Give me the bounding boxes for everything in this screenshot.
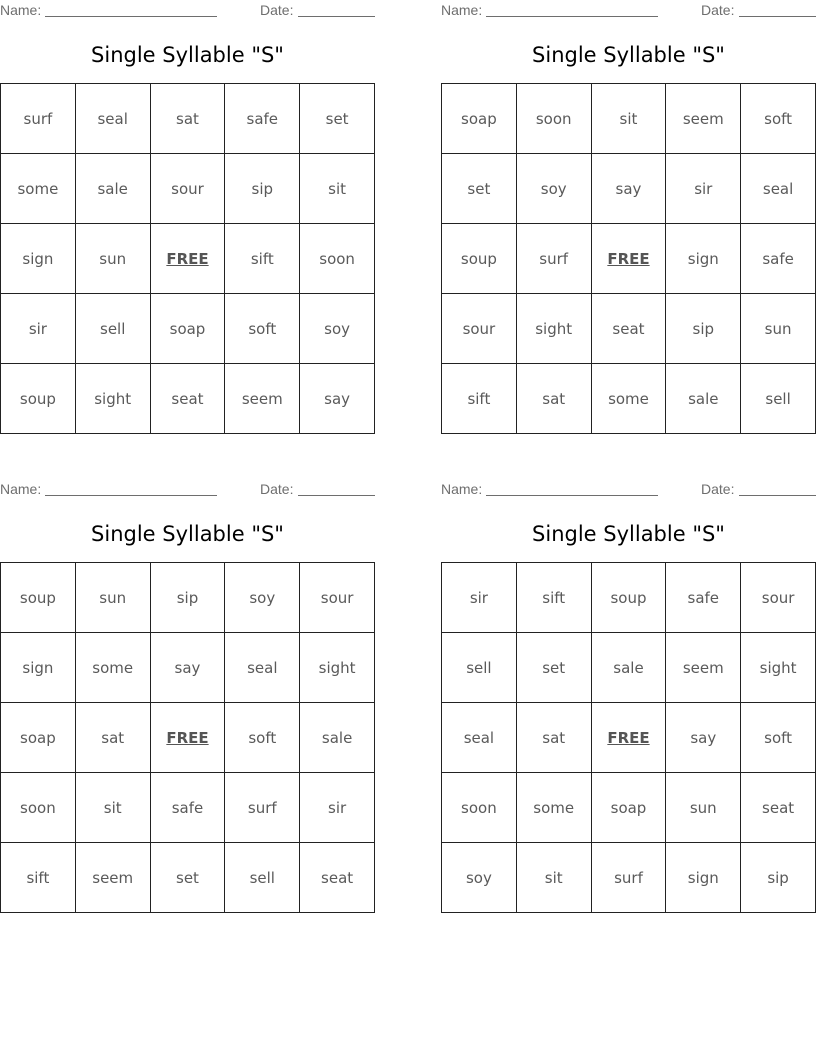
bingo-card-2: [441, 0, 816, 435]
bingo-cell: seal: [225, 633, 300, 703]
date-label: Date:: [260, 2, 294, 18]
bingo-cell: soy: [517, 154, 592, 224]
name-label: Name:: [0, 2, 42, 18]
bingo-cell: sun: [666, 773, 741, 843]
name-line: [486, 495, 658, 496]
bingo-cell: sir: [300, 773, 375, 843]
bingo-cell: sell: [76, 294, 151, 364]
bingo-cell: soup: [1, 364, 76, 434]
bingo-card-1: [0, 0, 375, 435]
bingo-cell: sun: [76, 224, 151, 294]
bingo-cell: soft: [225, 294, 300, 364]
bingo-cell: set: [300, 84, 375, 154]
free-space: FREE: [592, 224, 667, 294]
bingo-cell: sour: [151, 154, 226, 224]
name-line: [45, 16, 217, 17]
bingo-cell: sit: [300, 154, 375, 224]
bingo-cell: safe: [666, 563, 741, 633]
free-space: FREE: [151, 224, 226, 294]
bingo-grid: [0, 562, 375, 913]
bingo-cell: safe: [225, 84, 300, 154]
bingo-cell: seat: [592, 294, 667, 364]
bingo-cell: soon: [300, 224, 375, 294]
bingo-cell: soap: [151, 294, 226, 364]
bingo-cell: sale: [666, 364, 741, 434]
bingo-cell: soap: [1, 703, 76, 773]
bingo-grid: [0, 83, 375, 434]
bingo-cell: sift: [225, 224, 300, 294]
bingo-cell: seat: [741, 773, 816, 843]
card-title: Single Syllable "S": [91, 43, 284, 67]
bingo-card-3: [0, 479, 375, 914]
bingo-cell: sour: [741, 563, 816, 633]
bingo-cell: sun: [741, 294, 816, 364]
card-header: [0, 481, 375, 499]
date-line: [298, 495, 375, 496]
card-title: Single Syllable "S": [532, 43, 725, 67]
bingo-grid: [441, 562, 816, 913]
bingo-cell: soap: [442, 84, 517, 154]
bingo-cell: sign: [666, 843, 741, 913]
name-label: Name:: [441, 481, 483, 497]
bingo-cell: soft: [741, 703, 816, 773]
bingo-cell: sale: [76, 154, 151, 224]
bingo-cell: sat: [151, 84, 226, 154]
bingo-cell: seem: [666, 633, 741, 703]
name-line: [486, 16, 658, 17]
bingo-cell: soup: [592, 563, 667, 633]
bingo-cell: some: [1, 154, 76, 224]
bingo-cell: sift: [1, 843, 76, 913]
bingo-cell: sell: [225, 843, 300, 913]
bingo-cell: sat: [76, 703, 151, 773]
bingo-cell: soon: [517, 84, 592, 154]
bingo-cell: sip: [666, 294, 741, 364]
bingo-cell: sun: [76, 563, 151, 633]
bingo-card-4: [441, 479, 816, 914]
card-title: Single Syllable "S": [91, 522, 284, 546]
bingo-cell: sip: [741, 843, 816, 913]
bingo-cell: sign: [1, 224, 76, 294]
bingo-cell: set: [151, 843, 226, 913]
bingo-cell: soap: [592, 773, 667, 843]
bingo-cell: surf: [1, 84, 76, 154]
date-line: [739, 495, 816, 496]
bingo-cell: sight: [76, 364, 151, 434]
bingo-cell: sat: [517, 364, 592, 434]
bingo-cell: sight: [300, 633, 375, 703]
bingo-cell: sight: [517, 294, 592, 364]
bingo-cell: sign: [666, 224, 741, 294]
card-title: Single Syllable "S": [532, 522, 725, 546]
bingo-cell: soy: [300, 294, 375, 364]
bingo-cell: say: [300, 364, 375, 434]
bingo-cell: sir: [1, 294, 76, 364]
bingo-cell: soon: [442, 773, 517, 843]
bingo-cell: sir: [442, 563, 517, 633]
bingo-cell: sale: [300, 703, 375, 773]
bingo-cell: sit: [76, 773, 151, 843]
bingo-cell: sour: [442, 294, 517, 364]
bingo-cell: sift: [442, 364, 517, 434]
bingo-cell: soy: [225, 563, 300, 633]
name-label: Name:: [0, 481, 42, 497]
card-header: [441, 481, 816, 499]
bingo-cell: sour: [300, 563, 375, 633]
bingo-grid: [441, 83, 816, 434]
bingo-cell: seal: [442, 703, 517, 773]
bingo-cell: sift: [517, 563, 592, 633]
bingo-cell: seem: [666, 84, 741, 154]
bingo-cell: seem: [76, 843, 151, 913]
bingo-cell: surf: [225, 773, 300, 843]
free-space: FREE: [151, 703, 226, 773]
bingo-cell: seat: [151, 364, 226, 434]
date-label: Date:: [701, 2, 735, 18]
bingo-cell: soft: [225, 703, 300, 773]
bingo-cell: safe: [151, 773, 226, 843]
bingo-cell: some: [592, 364, 667, 434]
bingo-cell: sip: [225, 154, 300, 224]
bingo-cell: sale: [592, 633, 667, 703]
bingo-cell: set: [517, 633, 592, 703]
bingo-cell: seem: [225, 364, 300, 434]
bingo-cell: sir: [666, 154, 741, 224]
name-line: [45, 495, 217, 496]
bingo-cell: sit: [517, 843, 592, 913]
bingo-cell: surf: [592, 843, 667, 913]
bingo-cell: soft: [741, 84, 816, 154]
bingo-cell: set: [442, 154, 517, 224]
bingo-cell: surf: [517, 224, 592, 294]
bingo-cell: seat: [300, 843, 375, 913]
bingo-cell: safe: [741, 224, 816, 294]
date-line: [739, 16, 816, 17]
bingo-cell: soup: [1, 563, 76, 633]
bingo-cell: some: [76, 633, 151, 703]
bingo-cell: sight: [741, 633, 816, 703]
date-line: [298, 16, 375, 17]
name-label: Name:: [441, 2, 483, 18]
bingo-cell: sip: [151, 563, 226, 633]
bingo-cell: soup: [442, 224, 517, 294]
date-label: Date:: [260, 481, 294, 497]
card-header: [0, 2, 375, 20]
bingo-cell: some: [517, 773, 592, 843]
free-space: FREE: [592, 703, 667, 773]
bingo-cell: seal: [76, 84, 151, 154]
bingo-cell: sign: [1, 633, 76, 703]
bingo-cell: soon: [1, 773, 76, 843]
bingo-cell: sell: [442, 633, 517, 703]
date-label: Date:: [701, 481, 735, 497]
bingo-cell: soy: [442, 843, 517, 913]
bingo-cell: sit: [592, 84, 667, 154]
bingo-cell: say: [151, 633, 226, 703]
bingo-cell: sat: [517, 703, 592, 773]
bingo-cell: say: [666, 703, 741, 773]
card-header: [441, 2, 816, 20]
bingo-cell: say: [592, 154, 667, 224]
bingo-cell: sell: [741, 364, 816, 434]
bingo-cell: seal: [741, 154, 816, 224]
